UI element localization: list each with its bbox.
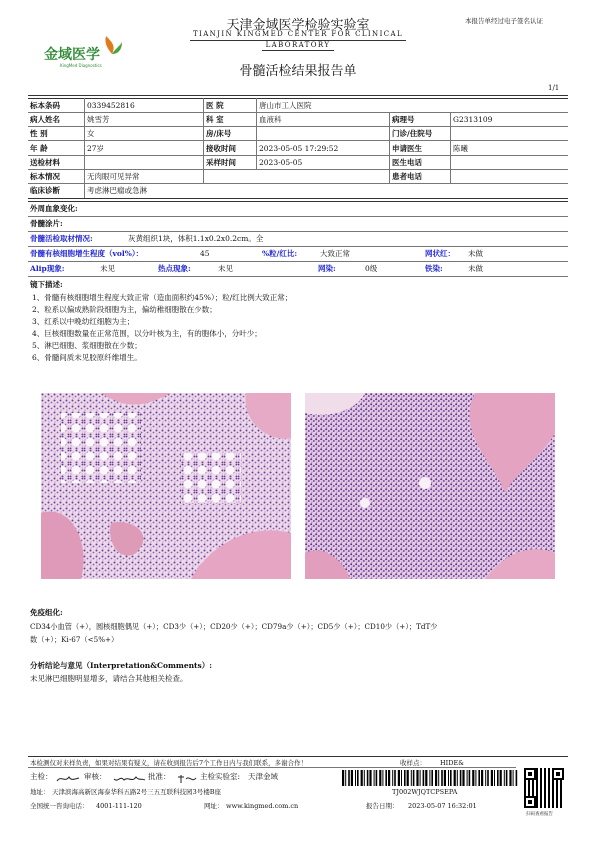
address: 天津滨海高新区海泰华科五路2号三五互联科技园3号楼B座: [52, 788, 222, 796]
ihc-line-2: 数（+）；Ki-67（<5%+）: [30, 635, 119, 644]
fiber-label: 网染:: [318, 264, 336, 273]
logo-subtitle: KingMed Diagnostics: [60, 63, 102, 68]
web-label: 网址：: [204, 802, 224, 810]
receiver: HIDE&: [440, 759, 464, 767]
dept: 血液科: [259, 115, 282, 124]
pat-phone-label: 患者电话: [392, 172, 422, 181]
lab-value: 天津金域: [248, 772, 278, 781]
reviewer-label: 主检：: [30, 772, 53, 781]
diagnosis: 考虑淋巴瘤或急淋: [87, 186, 147, 195]
qr-caption: 扫码查看报告: [526, 812, 553, 817]
reticular-label: 网状红：: [425, 249, 455, 258]
specimen-no-label: 标本条码: [30, 101, 60, 110]
report-time: 2023-05-07 16:32:01: [408, 802, 477, 810]
reticular-value: 未做: [468, 249, 483, 258]
ihc-label: 免疫组化:: [30, 608, 63, 617]
recv-label: 接收时间: [206, 144, 236, 153]
micro-line: 4、巨核细胞数量在正常范围，以分叶核为主，有的胞体小，分叶少；: [32, 329, 262, 338]
histology-image-left: [41, 393, 291, 579]
age-label: 年 龄: [30, 144, 48, 153]
hospital-label: 医 院: [206, 101, 224, 110]
report-time-label: 报告日期：: [366, 802, 399, 810]
condition-label: 标本情况: [30, 172, 60, 181]
doctor: 陈曦: [453, 144, 468, 153]
conclusion-label: 分析结论与意见（Interpretation&Comments）:: [30, 661, 213, 670]
iron-label: 铁染:: [425, 264, 443, 273]
lab-name-cn: 天津金域医学检验实验室: [226, 18, 370, 33]
disclaimer: 本检测仅对来样负责，如果对结果有疑义，请在收到报告后7个工作日内与我们联系，多谢合作！: [30, 759, 308, 767]
phone: 4001-111-120: [96, 802, 142, 810]
micro-line: 5、淋巴细胞、浆细胞散在少数；: [32, 341, 142, 350]
recv-time: 2023-05-05 17:29:52: [259, 144, 339, 153]
qr-code: [524, 768, 564, 812]
website: www.kingmed.com.cn: [226, 802, 299, 810]
logo-text: 金域医学: [44, 47, 100, 63]
micro-line: 3、红系以中晚幼红细胞为主；: [32, 317, 135, 326]
clinic-label: 门诊/住院号: [392, 129, 433, 138]
micro-label: 镜下描述:: [30, 280, 63, 289]
doc-phone-label: 医生电话: [392, 158, 422, 167]
histology-image-right: [305, 393, 555, 579]
patient-name: 姚雪芳: [87, 115, 110, 124]
gross-text: 灰黄组织1块，体积1.1x0.2x0.2cm。全: [128, 234, 264, 243]
condition: 无肉眼可见异常: [87, 172, 140, 181]
report-title: 骨髓活检结果报告单: [239, 64, 357, 79]
iron-value: 未做: [468, 264, 483, 273]
ratio-label: %粒/红比:: [262, 249, 298, 258]
page-number: 1/1: [548, 84, 560, 92]
path-no-label: 病理号: [392, 115, 415, 124]
lab-name-en-2: LABORATORY: [265, 41, 331, 49]
micro-line: 2、粒系以偏成熟阶段细胞为主，偏幼稚细胞散在少数；: [32, 305, 217, 314]
conclusion-text: 未见淋巴细胞明显增多，请结合其他相关检查。: [30, 674, 188, 683]
sex: 女: [87, 129, 95, 138]
ratio-value: 大致正常: [320, 249, 350, 258]
hotspot-value: 未见: [218, 264, 233, 273]
alip-value: 未见: [100, 264, 115, 273]
specimen-no: 0339452816: [87, 101, 135, 110]
path-no: G2313109: [453, 115, 493, 124]
material-label: 送检材料: [30, 158, 60, 167]
hotspot-label: 热点现象:: [158, 264, 191, 273]
sex-label: 性 别: [30, 129, 48, 138]
collect-time: 2023-05-05: [259, 158, 303, 167]
micro-line: 6、骨髓间质未见胶原纤维增生。: [32, 353, 142, 362]
diagnosis-label: 临床诊断: [30, 186, 60, 195]
lab-name-en-1: TIANJIN KINGMED CENTER FOR CLINICAL: [192, 30, 404, 38]
fiber-value: 0级: [365, 264, 378, 273]
doctor-label: 申请医生: [392, 144, 422, 153]
cellularity-value: 45: [200, 249, 210, 258]
ihc-line-1: CD34小血管（+），圆核细胞偶见（+）；CD3少（+）；CD20少（+）；CD79a少（+）；CD5少（+）；CD10少（+）；TdT少: [30, 622, 438, 631]
checker-label: 审核：: [84, 772, 107, 781]
lab-label: 主检实验室:: [200, 772, 241, 781]
gross-label: 骨髓活检取材情况:: [30, 234, 93, 243]
cellularity-label: 骨髓有核细胞增生程度（vol%）：: [30, 249, 144, 258]
age: 27岁: [87, 144, 105, 153]
approver-label: 批准：: [148, 772, 171, 781]
address-label: 地址：: [30, 788, 50, 796]
hospital: 唐山市工人医院: [259, 101, 312, 110]
collect-label: 采样时间: [206, 158, 236, 167]
bed-label: 房/床号: [206, 129, 232, 138]
signature-note: 本报告单经过电子签名认证: [465, 17, 543, 25]
micro-line: 1、骨髓有核细胞增生程度大致正常（造血面积约45%）；粒/红比例大致正常；: [32, 293, 293, 302]
smear-label: 骨髓涂片:: [30, 219, 63, 228]
peripheral-label: 外周血象变化:: [30, 204, 78, 213]
receiver-label: 收样点：: [400, 759, 426, 767]
dept-label: 科 室: [206, 115, 224, 124]
micro-description: [32, 292, 292, 364]
name-label: 病人姓名: [30, 115, 60, 124]
alip-label: Alip现象:: [30, 264, 65, 273]
phone-label: 全国统一咨询电话：: [30, 802, 89, 810]
barcode-text: TJ002WJQTCPSEPA: [392, 788, 458, 796]
